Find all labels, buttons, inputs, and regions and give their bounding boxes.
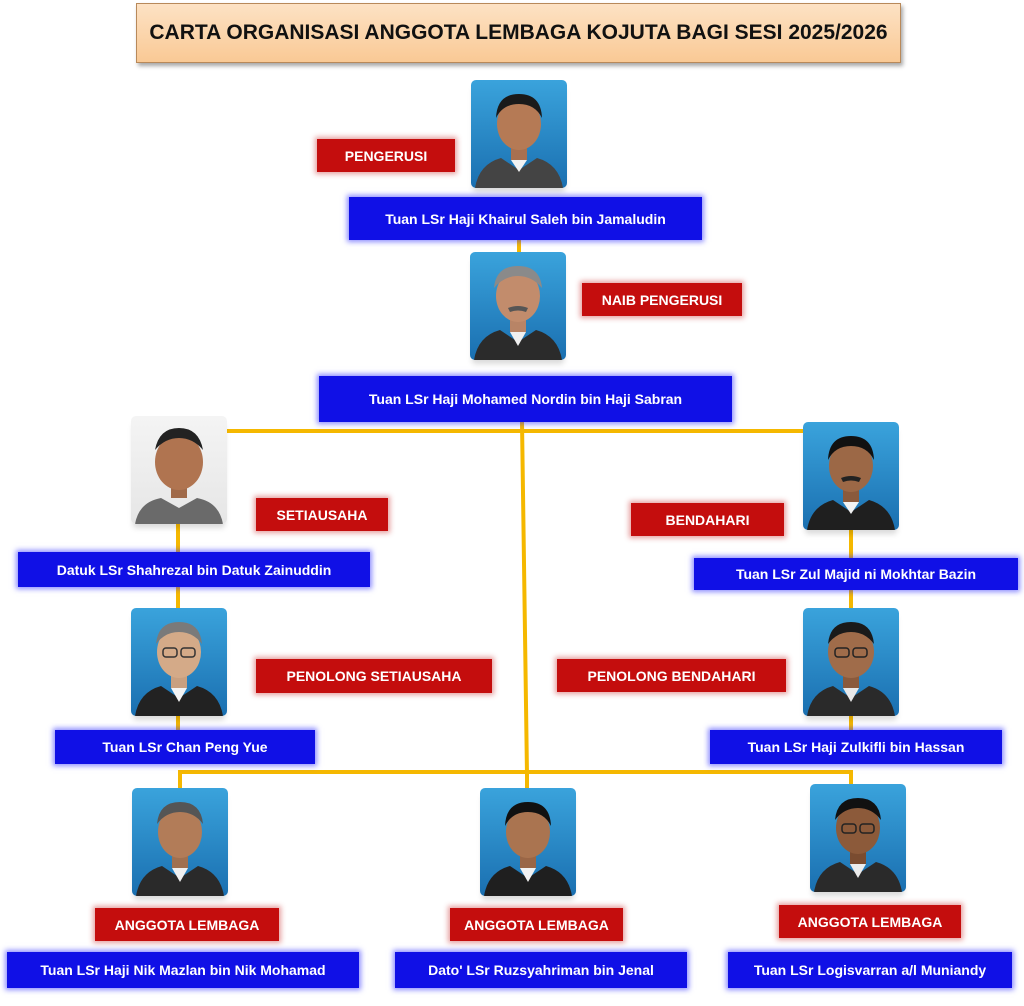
photo-penolong-setiausaha (131, 608, 227, 716)
portrait-icon (471, 80, 567, 188)
name-box-pengerusi: Tuan LSr Haji Khairul Saleh bin Jamaludin (349, 197, 702, 240)
photo-anggota-3 (810, 784, 906, 892)
portrait-icon (131, 416, 227, 524)
name-box-setiausaha: Datuk LSr Shahrezal bin Datuk Zainuddin (18, 552, 370, 587)
role-label-anggota-1: ANGGOTA LEMBAGA (95, 908, 279, 941)
photo-penolong-bendahari (803, 608, 899, 716)
chart-title: CARTA ORGANISASI ANGGOTA LEMBAGA KOJUTA BAGI SESI 2025/2026 (136, 3, 901, 63)
portrait-icon (131, 608, 227, 716)
portrait-icon (810, 784, 906, 892)
name-box-penolong-setiausaha: Tuan LSr Chan Peng Yue (55, 730, 315, 764)
connector-naib-trunk (522, 422, 527, 775)
portrait-icon (803, 608, 899, 716)
photo-pengerusi (471, 80, 567, 188)
name-box-naib-pengerusi: Tuan LSr Haji Mohamed Nordin bin Haji Sabran (319, 376, 732, 422)
photo-anggota-2 (480, 788, 576, 896)
photo-anggota-1 (132, 788, 228, 896)
role-label-bendahari: BENDAHARI (631, 503, 784, 536)
name-box-anggota-3: Tuan LSr Logisvarran a/l Muniandy (728, 952, 1012, 988)
role-label-anggota-2: ANGGOTA LEMBAGA (450, 908, 623, 941)
role-label-penolong-bendahari: PENOLONG BENDAHARI (557, 659, 786, 692)
photo-naib-pengerusi (470, 252, 566, 360)
role-label-penolong-setiausaha: PENOLONG SETIAUSAHA (256, 659, 492, 693)
portrait-icon (480, 788, 576, 896)
name-box-bendahari: Tuan LSr Zul Majid ni Mokhtar Bazin (694, 558, 1018, 590)
role-label-anggota-3: ANGGOTA LEMBAGA (779, 905, 961, 938)
photo-bendahari (803, 422, 899, 530)
name-box-penolong-bendahari: Tuan LSr Haji Zulkifli bin Hassan (710, 730, 1002, 764)
role-label-setiausaha: SETIAUSAHA (256, 498, 388, 531)
role-label-pengerusi: PENGERUSI (317, 139, 455, 172)
portrait-icon (132, 788, 228, 896)
name-box-anggota-2: Dato' LSr Ruzsyahriman bin Jenal (395, 952, 687, 988)
portrait-icon (803, 422, 899, 530)
portrait-icon (470, 252, 566, 360)
role-label-naib-pengerusi: NAIB PENGERUSI (582, 283, 742, 316)
photo-setiausaha (131, 416, 227, 524)
name-box-anggota-1: Tuan LSr Haji Nik Mazlan bin Nik Mohamad (7, 952, 359, 988)
